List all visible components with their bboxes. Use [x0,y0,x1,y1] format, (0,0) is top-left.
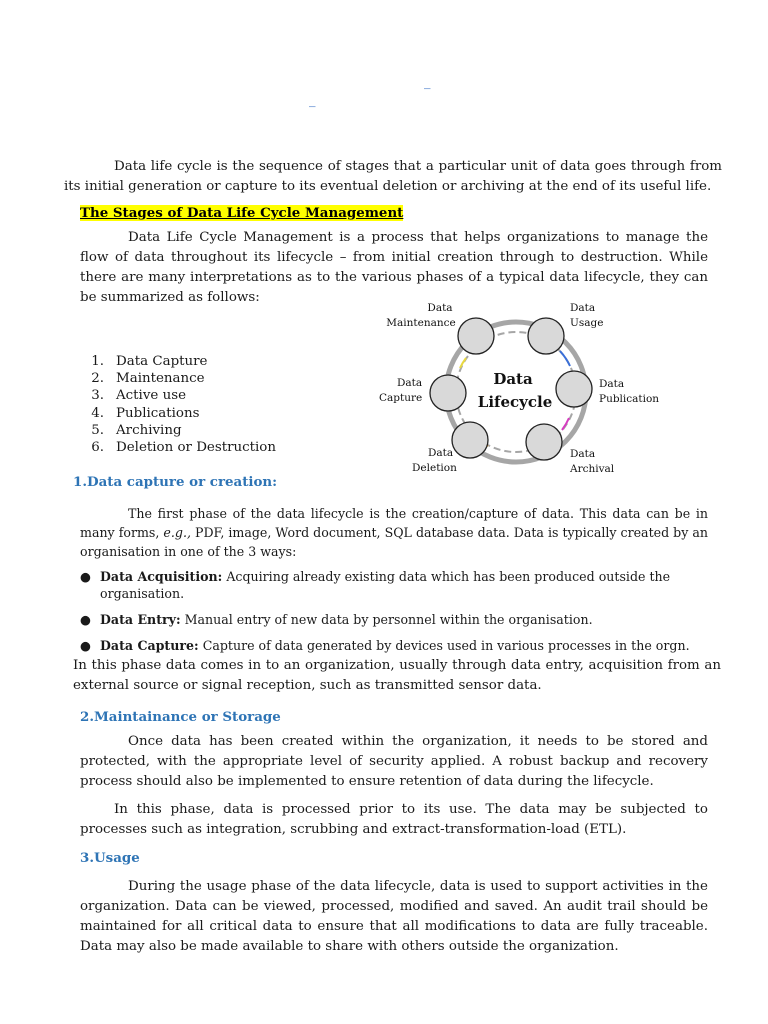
section-title-text: The Stages of Data Life Cycle Management [80,205,404,221]
label-maintenance-2: Maintenance [386,317,456,329]
label-archival-2: Archival [570,463,615,475]
list-item: ● Data Acquisition: Acquiring already existing data which has been produced outside the organisation. [80,569,671,601]
label-usage-2: Usage [570,317,604,329]
list-item: ● Data Capture: Capture of data generated by devices used in various processes in the orgn. [80,638,690,653]
section-2-paragraph-1: Once data has been created within the organization, it needs to be stored and protected, with the appropriate level of security applied. A robust backup and recovery process should also be implemented to ensure retention of data during the lifecycle. [80,734,708,789]
list-item: 6. Deletion or Destruction [91,440,276,456]
label-usage-1: Data [570,302,596,314]
list-item: ● Data Entry: Manual entry of new data by personnel within the organisation. [80,612,593,627]
label-deletion-2: Deletion [412,462,457,474]
label-capture-2: Capture [379,392,423,404]
list-item: 2. Maintenance [91,371,205,387]
lifecycle-diagram [370,296,670,478]
section-2-paragraph-2: In this phase, data is processed prior to its use. The data may be subjected to processes such as integration, scrubbing and extract-transformation-load (ETL). [80,802,708,837]
capture-methods-list [80,568,720,663]
list-item: 1. Data Capture [91,354,208,369]
diagram-center-line2: Lifecycle [477,393,553,411]
list-item: 3. Active use [91,388,187,404]
section-2-heading: 2.Maintainance or Storage [80,709,281,725]
section-1-paragraph: The first phase of the data lifecycle is the creation/capture of data. This data can be in many forms, e.g., PDF, image, Word document, SQL database data. Data is typically created by an organisation in one of the 3 ways: [80,506,709,559]
node-usage [528,318,564,354]
node-maintenance [458,318,494,354]
label-publication-2: Publication [599,393,660,405]
label-publication-1: Data [599,378,625,390]
node-publication [556,371,592,407]
diagram-center-line1: Data [493,370,533,388]
section-1-heading: 1.Data capture or creation: [73,474,278,490]
label-maintenance-1: Data [427,302,453,314]
label-archival-1: Data [570,448,596,460]
intro-paragraph: Data life cycle is the sequence of stages that a particular unit of data goes through from its initial generation or capture to its eventual deletion or archiving at the end of its useful life. [64,159,722,194]
management-paragraph: Data Life Cycle Management is a process that helps organizations to manage the flow of data throughout its lifecycle – from initial creation through to destruction. While there are many interpretations as to the various phases of a typical data lifecycle, they can be summarized as follows: [80,230,708,305]
section-3-heading: 3.Usage [80,850,140,866]
node-capture [430,375,466,411]
list-item: 4. Publications [91,405,200,421]
label-capture-1: Data [397,377,423,389]
label-deletion-1: Data [428,447,454,459]
section-1-summary: In this phase data comes in to an organization, usually through data entry, acquisition from an external source or signal reception, such as transmitted sensor data. [73,658,721,693]
section-title [80,204,403,223]
header-mark: _ [424,75,431,90]
list-item: 5. Archiving [91,422,182,438]
section-3-paragraph: During the usage phase of the data lifecycle, data is used to support activities in the organization. Data can be viewed, processed, modified and saved. An audit trail should be maintained for all critical data to ensure that all modifications to data are fully traceable. Data may also be made available to share with others outside the organization. [80,879,708,954]
stages-list [80,353,276,456]
node-deletion [452,422,488,458]
header-mark: _ [309,93,316,108]
node-archival [526,424,562,460]
